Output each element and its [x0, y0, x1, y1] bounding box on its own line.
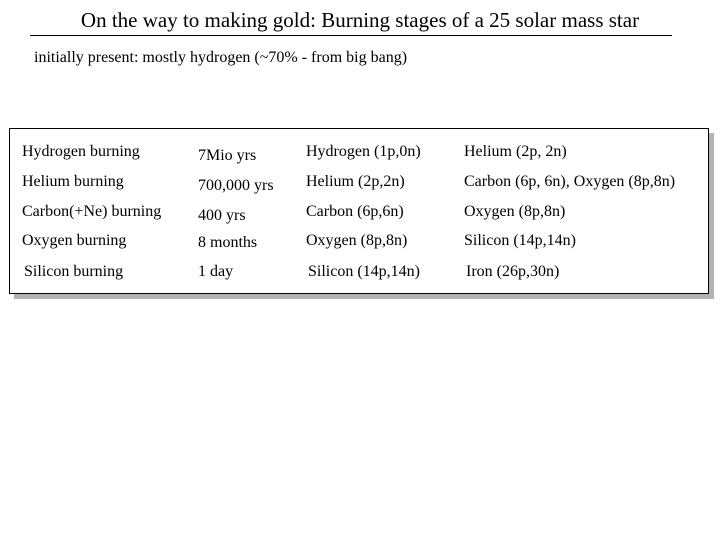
subtitle: initially present: mostly hydrogen (~70% - from big bang) — [34, 49, 408, 66]
table-row — [10, 171, 708, 197]
stage-product: Silicon (14p,14n) — [464, 232, 576, 249]
stage-duration: 7Mio yrs — [198, 147, 257, 164]
stage-product: Carbon (6p, 6n), Oxygen (8p,8n) — [464, 173, 676, 190]
stage-duration: 400 yrs — [198, 207, 246, 224]
stage-fuel: Oxygen (8p,8n) — [306, 232, 408, 249]
stage-name: Carbon(+Ne) burning — [22, 203, 162, 220]
stage-duration: 700,000 yrs — [198, 177, 274, 194]
table-row — [10, 230, 708, 256]
stage-fuel: Silicon (14p,14n) — [308, 263, 420, 280]
stage-fuel: Helium (2p,2n) — [306, 173, 405, 190]
burning-stages-table — [9, 128, 709, 294]
stage-name: Silicon burning — [24, 263, 124, 280]
stage-product: Iron (26p,30n) — [466, 263, 560, 280]
table-row — [10, 261, 708, 287]
page-title: On the way to making gold: Burning stages of a 25 solar mass star — [80, 8, 640, 32]
title-underline — [30, 35, 672, 36]
stage-fuel: Hydrogen (1p,0n) — [306, 143, 421, 160]
stage-duration: 1 day — [198, 263, 234, 280]
table-row — [10, 201, 708, 227]
stage-product: Oxygen (8p,8n) — [464, 203, 566, 220]
stage-product: Helium (2p, 2n) — [464, 143, 567, 160]
stage-name: Oxygen burning — [22, 232, 127, 249]
stage-fuel: Carbon (6p,6n) — [306, 203, 404, 220]
stage-name: Helium burning — [22, 173, 124, 190]
stage-duration: 8 months — [198, 234, 258, 251]
stage-name: Hydrogen burning — [22, 143, 140, 160]
table-row — [10, 141, 708, 167]
